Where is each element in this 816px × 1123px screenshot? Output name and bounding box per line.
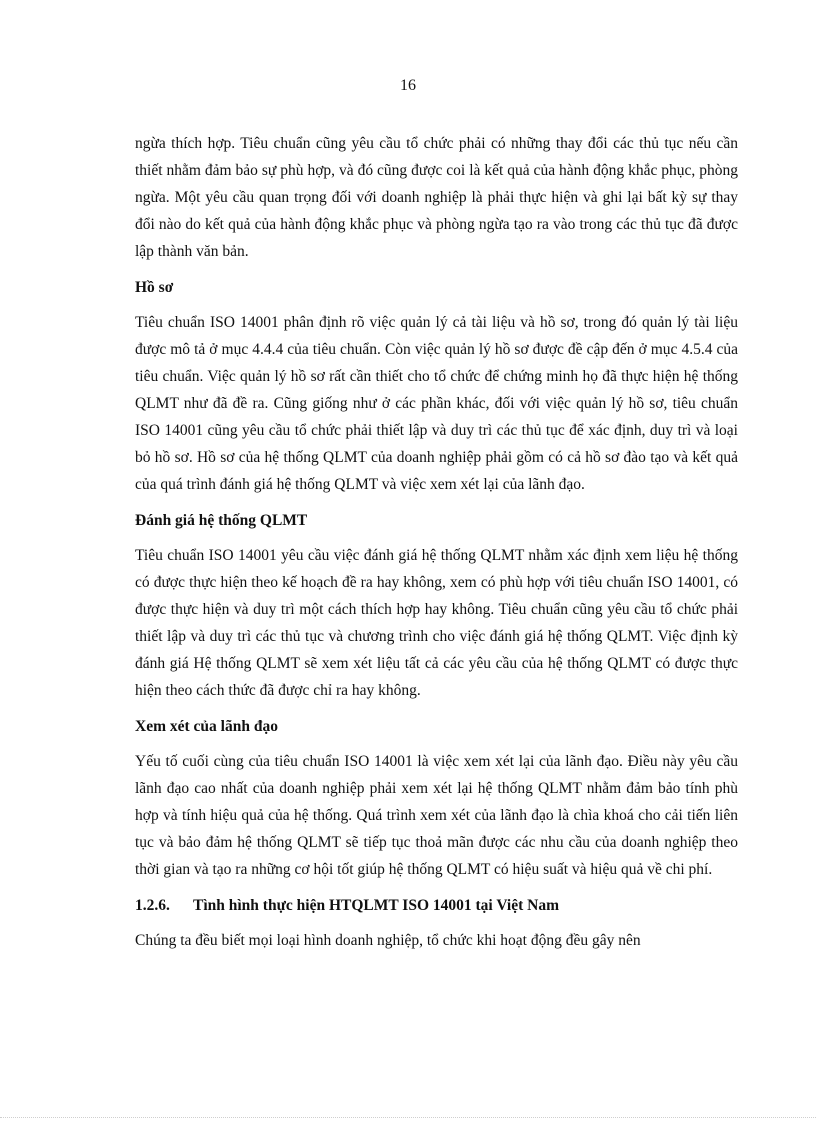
paragraph-corrective-action: ngừa thích hợp. Tiêu chuẩn cũng yêu cầu tổ chức phải có những thay đổi các thủ tục nếu cần thiết nhằm đảm bảo sự phù hợp, và đó cũng được coi là kết quả của hành động khắc phục, phòng ngừa. Một yêu cầu quan trọng đối với doanh nghiệp là phải thực hiện và ghi lại bất kỳ sự thay đổi nào do kết quả của hành động khắc phục và phòng ngừa tạo ra vào trong các thủ tục đã được lập thành văn bản.	[135, 135, 738, 260]
page-bottom-rule	[0, 1117, 816, 1118]
section-heading-1-2-6	[135, 892, 738, 919]
heading-audit: Đánh giá hệ thống QLMT	[135, 512, 308, 529]
page-number: 16	[400, 77, 416, 94]
section-title: Tình hình thực hiện HTQLMT ISO 14001 tại Việt Nam	[193, 897, 560, 914]
heading-records: Hồ sơ	[135, 279, 174, 296]
section-number: 1.2.6.	[135, 897, 170, 914]
paragraph-management-review: Yếu tố cuối cùng của tiêu chuẩn ISO 14001 là việc xem xét lại của lãnh đạo. Điều này yêu cầu lãnh đạo cao nhất của doanh nghiệp phải xem xét lại hệ thống QLMT nhằm đảm bảo tính phù hợp và tính hiệu quả của hệ thống. Quá trình xem xét của lãnh đạo là chìa khoá cho cải tiến liên tục và bảo đảm hệ thống QLMT sẽ tiếp tục thoả mãn được các nhu cầu của doanh nghiệp theo thời gian và tạo ra những cơ hội tốt giúp hệ thống QLMT có hiệu suất và hiệu quả về chi phí.	[135, 753, 738, 878]
document-body	[135, 130, 738, 963]
paragraph-audit: Tiêu chuẩn ISO 14001 yêu cầu việc đánh giá hệ thống QLMT nhằm xác định xem liệu hệ thống có được thực hiện theo kế hoạch đề ra hay không, xem có phù hợp với tiêu chuẩn ISO 14001, có được thực hiện và duy trì một cách thích hợp hay không. Tiêu chuẩn cũng yêu cầu tổ chức phải thiết lập và duy trì các thủ tục và chương trình cho việc đánh giá hệ thống QLMT. Việc định kỳ đánh giá Hệ thống QLMT sẽ xem xét liệu tất cả các yêu cầu của hệ thống QLMT có được thực hiện theo cách thức đã được chỉ ra hay không.	[135, 547, 738, 699]
paragraph-records: Tiêu chuẩn ISO 14001 phân định rõ việc quản lý cả tài liệu và hồ sơ, trong đó quản lý tài liệu được mô tả ở mục 4.4.4 của tiêu chuẩn. Còn việc quản lý hồ sơ được đề cập đến ở mục 4.5.4 của tiêu chuẩn. Việc quản lý hồ sơ rất cần thiết cho tổ chức để chứng minh họ đã thực hiện hệ thống QLMT như đã đề ra. Cũng giống như ở các phần khác, đối với việc quản lý hồ sơ, tiêu chuẩn ISO 14001 cũng yêu cầu tổ chức phải thiết lập và duy trì các thủ tục để xác định, duy trì và loại bỏ hồ sơ. Hồ sơ của hệ thống QLMT của doanh nghiệp phải gồm có cả hồ sơ đào tạo và kết quả của quá trình đánh giá hệ thống QLMT và việc xem xét lại của lãnh đạo.	[135, 314, 738, 493]
paragraph-vietnam-status: Chúng ta đều biết mọi loại hình doanh nghiệp, tổ chức khi hoạt động đều gây nên	[135, 932, 641, 949]
heading-management-review: Xem xét của lãnh đạo	[135, 718, 278, 735]
